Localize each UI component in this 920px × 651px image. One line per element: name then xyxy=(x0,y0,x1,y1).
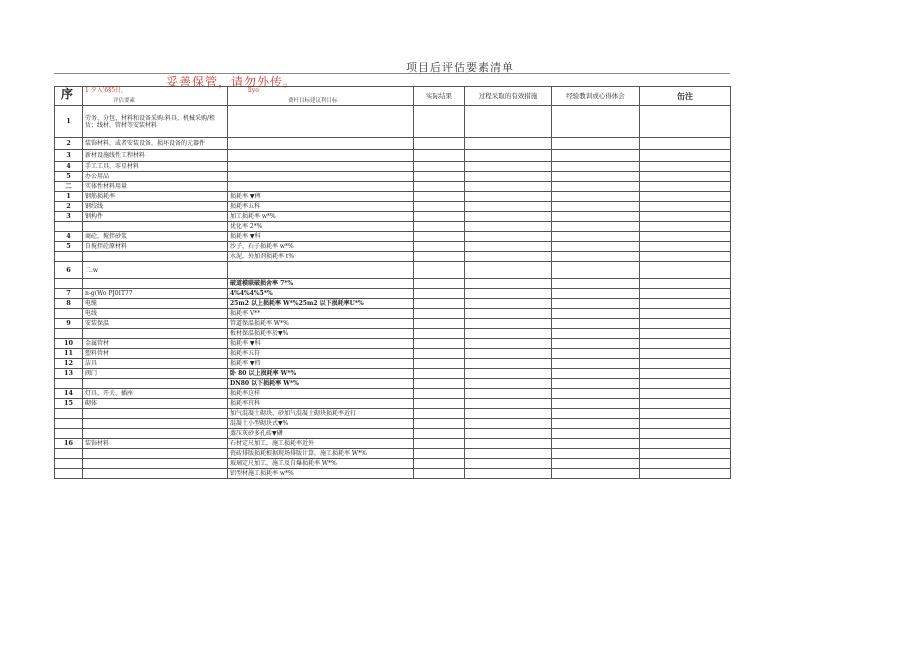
row-process xyxy=(465,469,552,479)
row-lessons xyxy=(552,379,640,389)
row-process xyxy=(465,359,552,369)
row-remarks xyxy=(640,262,731,279)
row-actual xyxy=(414,279,465,289)
table-row xyxy=(55,389,731,399)
row-remarks xyxy=(640,469,731,479)
row-process xyxy=(465,459,552,469)
row-number: 5 xyxy=(55,242,83,252)
row-lessons xyxy=(552,399,640,409)
row-lessons xyxy=(552,106,640,138)
row-remarks xyxy=(640,222,731,232)
row-actual xyxy=(414,138,465,150)
row-number: 2 xyxy=(55,138,83,150)
row-number: 4 xyxy=(55,162,83,172)
row-number: 11 xyxy=(55,349,83,359)
row-number: 16 xyxy=(55,439,83,449)
table-row xyxy=(55,339,731,349)
row-actual xyxy=(414,299,465,309)
row-remarks xyxy=(640,212,731,222)
row-remarks xyxy=(640,349,731,359)
row-number: 7 xyxy=(55,289,83,299)
table-row xyxy=(55,150,731,162)
row-actual xyxy=(414,339,465,349)
row-target xyxy=(228,150,414,162)
row-remarks xyxy=(640,339,731,349)
row-process xyxy=(465,262,552,279)
row-remarks xyxy=(640,162,731,172)
row-lessons xyxy=(552,150,640,162)
row-target: 25m2 以上损耗率 W*%25m2 以下损耗率U*% xyxy=(228,299,414,309)
row-category: 劳务、分包、材料和设备采购:料具、机械采购/租赁；线材、管材等安装材料 xyxy=(83,106,228,138)
row-number xyxy=(55,329,83,339)
table-row xyxy=(55,379,731,389)
row-target: 损耗率 ▼档 xyxy=(228,359,414,369)
row-target: 损耗率 ▼科 xyxy=(228,339,414,349)
row-category xyxy=(83,469,228,479)
row-target: 玻璃定尺加工，施工及自爆损耗率 W*% xyxy=(228,459,414,469)
row-actual xyxy=(414,309,465,319)
row-category: 新材设施线性工程材料 xyxy=(83,150,228,162)
row-target: 蒸压灰砂多孔砖▼礴 xyxy=(228,429,414,439)
row-category: n-g(Wo PJ0IT77 xyxy=(83,289,228,299)
row-remarks xyxy=(640,192,731,202)
lessons-header: 经验教训或心得体会 xyxy=(552,87,640,106)
row-category: 办公用品 xyxy=(83,172,228,182)
row-process xyxy=(465,138,552,150)
table-row xyxy=(55,182,731,192)
row-actual xyxy=(414,232,465,242)
row-target: 卧 80 以上损耗率 W*% xyxy=(228,369,414,379)
row-target: 混凝土小型砌块式▼% xyxy=(228,419,414,429)
row-lessons xyxy=(552,439,640,449)
row-process xyxy=(465,212,552,222)
row-target: 损耗率五符 xyxy=(228,349,414,359)
row-category: 钢构件 xyxy=(83,212,228,222)
row-remarks xyxy=(640,359,731,369)
row-actual xyxy=(414,202,465,212)
row-target: 加工损耗率 w*% xyxy=(228,212,414,222)
row-actual xyxy=(414,182,465,192)
row-remarks xyxy=(640,379,731,389)
row-actual xyxy=(414,222,465,232)
row-lessons xyxy=(552,409,640,419)
row-lessons xyxy=(552,369,640,379)
row-category: 电缆 xyxy=(83,299,228,309)
row-actual xyxy=(414,389,465,399)
row-actual xyxy=(414,252,465,262)
table-row xyxy=(55,359,731,369)
row-target: 管道保温损耗率 W*% xyxy=(228,319,414,329)
row-process xyxy=(465,419,552,429)
row-actual xyxy=(414,289,465,299)
row-lessons xyxy=(552,339,640,349)
row-remarks xyxy=(640,289,731,299)
row-actual xyxy=(414,419,465,429)
row-category: 钢筋损耗率 xyxy=(83,192,228,202)
row-lessons xyxy=(552,212,640,222)
title-underline xyxy=(54,73,730,74)
row-target: 损耗率 ▼科 xyxy=(228,232,414,242)
row-lessons xyxy=(552,192,640,202)
row-category xyxy=(83,419,228,429)
table-row xyxy=(55,429,731,439)
row-category: 装饰材料 xyxy=(83,439,228,449)
row-lessons xyxy=(552,232,640,242)
row-process xyxy=(465,222,552,232)
table-row xyxy=(55,309,731,319)
table-row xyxy=(55,349,731,359)
row-category: 手工工具、零星材料 xyxy=(83,162,228,172)
row-lessons xyxy=(552,319,640,329)
row-actual xyxy=(414,379,465,389)
header-red-label-right: llyo xyxy=(248,87,259,94)
row-actual xyxy=(414,212,465,222)
row-lessons xyxy=(552,172,640,182)
row-number xyxy=(55,279,83,289)
row-number xyxy=(55,309,83,319)
row-category xyxy=(83,429,228,439)
row-actual xyxy=(414,349,465,359)
row-number: 3 xyxy=(55,150,83,162)
row-actual xyxy=(414,469,465,479)
row-lessons xyxy=(552,222,640,232)
row-actual xyxy=(414,369,465,379)
row-process xyxy=(465,369,552,379)
row-target: 损耗率 ▼稗 xyxy=(228,192,414,202)
row-process xyxy=(465,162,552,172)
row-target: 损耗率这样 xyxy=(228,389,414,399)
row-category xyxy=(83,329,228,339)
row-category xyxy=(83,279,228,289)
row-process xyxy=(465,439,552,449)
row-process xyxy=(465,319,552,329)
row-lessons xyxy=(552,252,640,262)
row-category: 安装保温 xyxy=(83,319,228,329)
row-actual xyxy=(414,329,465,339)
row-number xyxy=(55,419,83,429)
table-row xyxy=(55,252,731,262)
row-process xyxy=(465,202,552,212)
row-process xyxy=(465,379,552,389)
row-lessons xyxy=(552,429,640,439)
row-category: 电线 xyxy=(83,309,228,319)
row-process xyxy=(465,399,552,409)
row-number: 6 xyxy=(55,262,83,279)
row-actual xyxy=(414,439,465,449)
header-red-label-left: 1 夕入'6§5日, xyxy=(85,87,123,94)
row-remarks xyxy=(640,389,731,399)
row-category: 自搅拌砼原材料 xyxy=(83,242,228,252)
row-remarks xyxy=(640,399,731,409)
row-number xyxy=(55,459,83,469)
row-process xyxy=(465,309,552,319)
row-category: 金属管材 xyxy=(83,339,228,349)
row-remarks xyxy=(640,252,731,262)
row-process xyxy=(465,349,552,359)
table-row xyxy=(55,222,731,232)
row-lessons xyxy=(552,329,640,339)
row-process xyxy=(465,192,552,202)
row-actual xyxy=(414,459,465,469)
row-number: 12 xyxy=(55,359,83,369)
table-row xyxy=(55,138,731,150)
row-process xyxy=(465,409,552,419)
target-header: 费杆目标建议利目标 xyxy=(288,98,338,104)
row-lessons xyxy=(552,182,640,192)
row-number xyxy=(55,449,83,459)
table-row xyxy=(55,299,731,309)
table-body xyxy=(55,106,731,479)
table-row xyxy=(55,172,731,182)
remarks-header: 缶注 xyxy=(640,87,731,106)
row-process xyxy=(465,252,552,262)
row-remarks xyxy=(640,459,731,469)
row-target: 破道模联破损舍率 7*% xyxy=(228,279,414,289)
row-process xyxy=(465,429,552,439)
document-title: 项目后评估要素清单 xyxy=(406,61,514,74)
row-lessons xyxy=(552,449,640,459)
row-remarks xyxy=(640,106,731,138)
table-header-row xyxy=(55,87,731,106)
row-remarks xyxy=(640,369,731,379)
row-number: 1 xyxy=(55,106,83,138)
row-target: DN80 以下损耗率 W*% xyxy=(228,379,414,389)
table-row xyxy=(55,419,731,429)
row-target xyxy=(228,172,414,182)
table-row xyxy=(55,106,731,138)
row-process xyxy=(465,449,552,459)
row-actual xyxy=(414,399,465,409)
row-category xyxy=(83,449,228,459)
row-actual xyxy=(414,172,465,182)
row-target: 4%4%4%5*% xyxy=(228,289,414,299)
seq-header: 序 xyxy=(61,87,74,101)
row-remarks xyxy=(640,439,731,449)
row-remarks xyxy=(640,449,731,459)
table-row xyxy=(55,369,731,379)
row-lessons xyxy=(552,202,640,212)
row-target xyxy=(228,138,414,150)
table-row xyxy=(55,469,731,479)
row-remarks xyxy=(640,429,731,439)
row-lessons xyxy=(552,138,640,150)
table-row xyxy=(55,162,731,172)
row-target xyxy=(228,106,414,138)
row-target: 板材保温损耗率於▼% xyxy=(228,329,414,339)
row-lessons xyxy=(552,279,640,289)
row-remarks xyxy=(640,299,731,309)
row-target: 水泥，外加剂损耗率 t% xyxy=(228,252,414,262)
row-category: 实体性材料用量 xyxy=(83,182,228,192)
table-row xyxy=(55,409,731,419)
row-number xyxy=(55,379,83,389)
row-process xyxy=(465,232,552,242)
row-remarks xyxy=(640,319,731,329)
row-category: 塑料管材 xyxy=(83,349,228,359)
table-row xyxy=(55,399,731,409)
row-number: 3 xyxy=(55,212,83,222)
row-remarks xyxy=(640,150,731,162)
row-lessons xyxy=(552,469,640,479)
row-process xyxy=(465,172,552,182)
row-category: 钢绞线 xyxy=(83,202,228,212)
row-lessons xyxy=(552,309,640,319)
row-category: 阀门 xyxy=(83,369,228,379)
row-lessons xyxy=(552,289,640,299)
row-actual xyxy=(414,242,465,252)
table-row xyxy=(55,329,731,339)
row-process xyxy=(465,106,552,138)
row-lessons xyxy=(552,389,640,399)
row-actual xyxy=(414,449,465,459)
row-remarks xyxy=(640,232,731,242)
row-number: 14 xyxy=(55,389,83,399)
row-actual xyxy=(414,429,465,439)
target-header-cell xyxy=(228,87,414,106)
row-target: 铝型材施工损耗率 w*% xyxy=(228,469,414,479)
row-number: 二 xyxy=(55,182,83,192)
row-category xyxy=(83,409,228,419)
row-target xyxy=(228,262,414,279)
row-target: 优化率 2*% xyxy=(228,222,414,232)
row-process xyxy=(465,150,552,162)
category-header: 评估要素 xyxy=(113,98,136,104)
table-row xyxy=(55,262,731,279)
row-actual xyxy=(414,150,465,162)
row-remarks xyxy=(640,172,731,182)
row-remarks xyxy=(640,329,731,339)
row-number: 4 xyxy=(55,232,83,242)
row-target xyxy=(228,182,414,192)
row-category: 装饰材料，或者安装设备，损坏设备的元器件 xyxy=(83,138,228,150)
actual-header: 实际结果 xyxy=(414,87,465,106)
row-process xyxy=(465,299,552,309)
table-row xyxy=(55,202,731,212)
row-category xyxy=(83,379,228,389)
row-process xyxy=(465,182,552,192)
row-process xyxy=(465,389,552,399)
row-category: 洁具 xyxy=(83,359,228,369)
row-category xyxy=(83,252,228,262)
row-target: 瓷砖排版损耗根据现场排版计算，施工损耗率 W*% xyxy=(228,449,414,459)
row-category: 砌体 xyxy=(83,399,228,409)
row-lessons xyxy=(552,419,640,429)
row-number: 13 xyxy=(55,369,83,379)
row-number: 9 xyxy=(55,319,83,329)
table-row xyxy=(55,192,731,202)
table-row xyxy=(55,212,731,222)
confidential-watermark: 妥善保管，请勿外传。 xyxy=(166,75,297,89)
process-header: 过程采取的有效措施 xyxy=(465,87,552,106)
row-actual xyxy=(414,359,465,369)
row-actual xyxy=(414,262,465,279)
row-remarks xyxy=(640,202,731,212)
row-target: 损耗率 V** xyxy=(228,309,414,319)
evaluation-table xyxy=(54,86,731,479)
row-remarks xyxy=(640,279,731,289)
row-number: 1 xyxy=(55,192,83,202)
row-actual xyxy=(414,319,465,329)
row-number xyxy=(55,429,83,439)
row-category xyxy=(83,222,228,232)
row-actual xyxy=(414,162,465,172)
row-lessons xyxy=(552,299,640,309)
row-target: 损耗率五科 xyxy=(228,202,414,212)
row-lessons xyxy=(552,162,640,172)
row-lessons xyxy=(552,459,640,469)
table-row xyxy=(55,242,731,252)
row-process xyxy=(465,279,552,289)
row-number: 2 xyxy=(55,202,83,212)
row-target: 损耗率莒科 xyxy=(228,399,414,409)
row-target: 加气混凝土砌块、砂加气混凝土砌块损耗率近打 xyxy=(228,409,414,419)
row-remarks xyxy=(640,419,731,429)
row-actual xyxy=(414,409,465,419)
seq-header-cell xyxy=(55,87,83,106)
row-number: 5 xyxy=(55,172,83,182)
table-row xyxy=(55,449,731,459)
row-number xyxy=(55,469,83,479)
row-remarks xyxy=(640,182,731,192)
row-target: 石材定尺加工，施工损耗率近外 xyxy=(228,439,414,449)
table-row xyxy=(55,439,731,449)
row-process xyxy=(465,339,552,349)
row-category: 二.w xyxy=(83,262,228,279)
row-remarks xyxy=(640,138,731,150)
row-number: 10 xyxy=(55,339,83,349)
row-category: 商砼，搅拌砂浆 xyxy=(83,232,228,242)
table-row xyxy=(55,232,731,242)
row-number: 15 xyxy=(55,399,83,409)
row-remarks xyxy=(640,242,731,252)
row-lessons xyxy=(552,262,640,279)
row-remarks xyxy=(640,309,731,319)
row-lessons xyxy=(552,242,640,252)
row-actual xyxy=(414,192,465,202)
row-process xyxy=(465,289,552,299)
row-target: 沙子，石子损耗率 w*% xyxy=(228,242,414,252)
table-row xyxy=(55,459,731,469)
row-number xyxy=(55,222,83,232)
row-lessons xyxy=(552,349,640,359)
row-number xyxy=(55,409,83,419)
row-category: 灯具、开关、插座 xyxy=(83,389,228,399)
row-remarks xyxy=(640,409,731,419)
row-actual xyxy=(414,106,465,138)
row-process xyxy=(465,329,552,339)
table-row xyxy=(55,279,731,289)
row-process xyxy=(465,242,552,252)
row-target xyxy=(228,162,414,172)
row-number: 8 xyxy=(55,299,83,309)
row-number xyxy=(55,252,83,262)
table-row xyxy=(55,289,731,299)
category-header-cell xyxy=(83,87,228,106)
row-lessons xyxy=(552,359,640,369)
table-row xyxy=(55,319,731,329)
row-category xyxy=(83,459,228,469)
